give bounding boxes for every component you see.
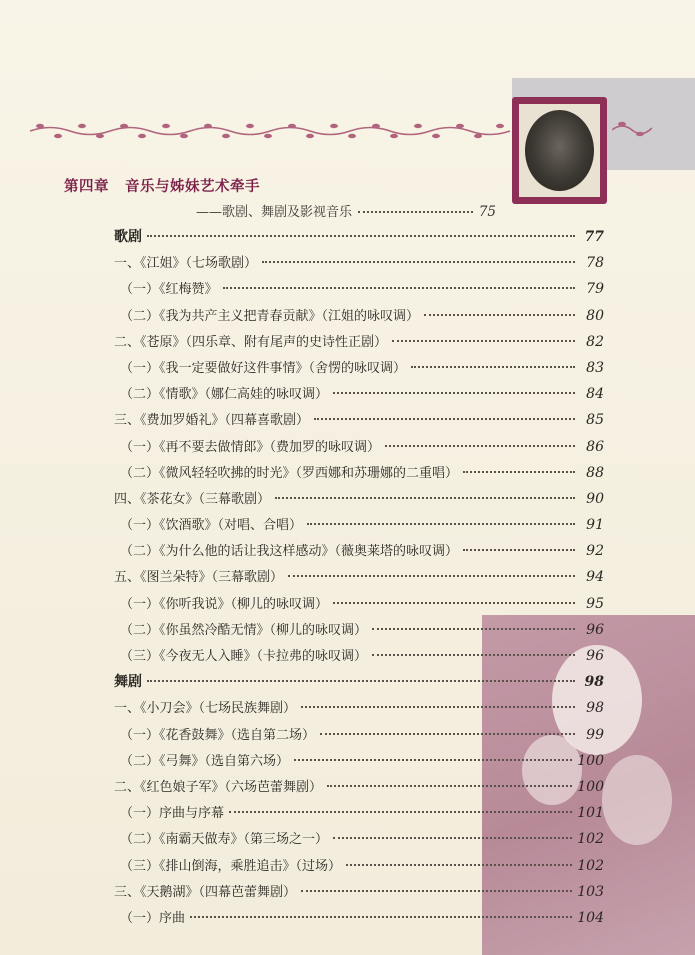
toc-entry-label: （一）序曲与序幕 <box>120 806 225 822</box>
toc-entry-label: 二、《苍原》（四乐章、附有尾声的史诗性正剧） <box>114 334 388 350</box>
toc-entry-page: 100 <box>577 778 604 795</box>
toc-entry-page: 86 <box>586 438 604 455</box>
toc-entry <box>114 462 604 488</box>
dot-leader <box>333 602 575 604</box>
toc-entry <box>114 776 604 802</box>
toc-entry-page: 79 <box>586 281 604 298</box>
toc-entry-label: 五、《图兰朵特》（三幕歌剧） <box>114 570 284 586</box>
toc-entry-label: 三、《费加罗婚礼》（四幕喜歌剧） <box>114 413 310 429</box>
toc-entry <box>114 750 604 776</box>
toc-entry-label: 一、《小刀会》（七场民族舞剧） <box>114 701 297 717</box>
toc-entry-label: （一）《花香鼓舞》（选自第二场） <box>120 727 316 743</box>
toc-entry-label: （三）《排山倒海，乘胜追击》（过场） <box>120 858 342 874</box>
toc-entry-page: 98 <box>584 674 604 691</box>
dot-leader <box>147 235 575 237</box>
dot-leader <box>314 418 575 420</box>
toc-entry-page: 94 <box>586 569 604 586</box>
dot-leader <box>463 549 575 551</box>
chapter-heading <box>64 175 260 196</box>
dot-leader <box>385 445 575 447</box>
toc-entry <box>114 828 604 854</box>
toc-entry-page: 78 <box>586 255 604 272</box>
toc-entry <box>114 488 604 514</box>
toc-entry <box>114 383 604 409</box>
toc-entry-page: 88 <box>586 464 604 481</box>
toc-entry-label: （一）《红梅赞》 <box>120 282 218 298</box>
toc-entry-label: （二）《你虽然冷酷无情》（柳儿的咏叹调） <box>120 622 368 638</box>
toc-entry <box>114 907 604 933</box>
toc-entry <box>114 724 604 750</box>
toc-entry-page: 84 <box>586 386 604 403</box>
toc-entry-label: 三、《天鹅湖》（四幕芭蕾舞剧） <box>114 884 297 900</box>
toc-entry <box>114 697 604 723</box>
toc-entry-label: （二）《情歌》（娜仁高娃的咏叹调） <box>120 387 329 403</box>
chapter-subtitle-row <box>196 201 496 220</box>
toc-entry-label: （一）《再不要去做情郎》（费加罗的咏叹调） <box>120 439 381 455</box>
chapter-number: 第四章 <box>64 178 109 195</box>
toc-entry-label: （二）《南霸天做寿》（第三场之一） <box>120 832 329 848</box>
dot-leader <box>147 680 575 682</box>
toc-entry <box>114 278 604 304</box>
toc-entry-label: （二）《为什么他的话让我这样感动》（薇奥莱塔的咏叹调） <box>120 544 459 560</box>
toc-entry <box>114 671 604 697</box>
dot-leader <box>372 654 575 656</box>
toc-entry <box>114 540 604 566</box>
toc-entry-page: 77 <box>584 229 604 245</box>
toc-entry-page: 101 <box>577 805 604 822</box>
dot-leader <box>372 628 575 630</box>
dot-leader <box>223 287 575 289</box>
toc-entry-label: （二）《微风轻轻吹拂的时光》（罗西娜和苏珊娜的二重唱） <box>120 465 459 481</box>
dot-leader <box>333 392 575 394</box>
dot-leader <box>288 575 575 577</box>
toc-entry <box>114 252 604 278</box>
toc-entry-page: 80 <box>586 307 604 324</box>
toc-entry-page: 83 <box>586 359 604 376</box>
toc-entry-page: 96 <box>586 648 604 664</box>
toc-entry-label: 歌剧 <box>114 229 142 245</box>
dot-leader <box>463 471 575 473</box>
toc-entry <box>114 881 604 907</box>
toc-entry-page: 103 <box>577 883 604 900</box>
toc-entry-page: 82 <box>586 333 604 350</box>
dot-leader <box>190 916 572 918</box>
toc-entry-label: （一）《你听我说》（柳儿的咏叹调） <box>120 596 329 612</box>
toc-entry-label: （一）《饮酒歌》（对唱、合唱） <box>120 518 303 534</box>
dot-leader <box>392 340 575 342</box>
toc-entry <box>114 331 604 357</box>
toc-entry <box>114 409 604 435</box>
toc-entry-label: （三）《今夜无人入睡》（卡拉弗的咏叹调） <box>120 649 368 664</box>
toc-entry <box>114 855 604 881</box>
toc-entry-page: 92 <box>586 543 604 560</box>
toc-entry-page: 90 <box>586 490 604 507</box>
dot-leader <box>411 366 575 368</box>
dot-leader <box>358 211 473 213</box>
toc-entry-page: 85 <box>586 412 604 429</box>
vine-ornament <box>30 120 510 142</box>
toc-entry <box>114 645 604 671</box>
toc-entry <box>114 619 604 645</box>
dot-leader <box>327 785 572 787</box>
chapter-title: 音乐与姊妹艺术牵手 <box>125 178 260 195</box>
dot-leader <box>301 890 572 892</box>
toc-entry-page: 102 <box>577 857 604 874</box>
portrait-photo <box>512 97 607 204</box>
toc-entry-label: （一）《我一定要做好这件事情》（舍愣的咏叹调） <box>120 360 407 376</box>
toc-entry-label: （二）《我为共产主义把青春贡献》（江姐的咏叹调） <box>120 308 420 324</box>
dot-leader <box>346 864 572 866</box>
dot-leader <box>275 497 575 499</box>
toc-entry <box>114 357 604 383</box>
toc-entry <box>114 566 604 592</box>
toc-entry-label: 一、《江姐》（七场歌剧） <box>114 256 258 272</box>
dot-leader <box>333 837 572 839</box>
chapter-subtitle-page: 75 <box>478 204 496 220</box>
toc-entry-page: 99 <box>586 726 604 743</box>
toc-entry <box>114 593 604 619</box>
dot-leader <box>262 261 575 263</box>
toc-entry <box>114 802 604 828</box>
dot-leader <box>294 759 572 761</box>
dot-leader <box>301 706 575 708</box>
toc-entry-page: 102 <box>577 831 604 848</box>
toc-entry-label: 舞剧 <box>114 674 142 691</box>
toc-entry <box>114 514 604 540</box>
toc-entry <box>114 436 604 462</box>
toc-entry-page: 100 <box>577 752 604 769</box>
toc-list <box>114 226 604 933</box>
dot-leader <box>229 811 572 813</box>
toc-entry <box>114 226 604 252</box>
chapter-subtitle: ——歌剧、舞剧及影视音乐 <box>196 205 353 220</box>
toc-entry-page: 91 <box>586 517 604 534</box>
toc-entry-page: 95 <box>586 595 604 612</box>
dot-leader <box>424 314 575 316</box>
toc-entry-page: 96 <box>586 621 604 638</box>
toc-entry-label: （二）《弓舞》（选自第六场） <box>120 753 290 769</box>
dot-leader <box>307 523 575 525</box>
toc-entry <box>114 305 604 331</box>
toc-entry-label: 二、《红色娘子军》（六场芭蕾舞剧） <box>114 779 323 795</box>
vine-ornament-right <box>612 118 652 140</box>
toc-entry-page: 98 <box>586 700 604 717</box>
toc-entry-label: （一）序曲 <box>120 910 186 926</box>
dot-leader <box>320 733 575 735</box>
toc-entry-label: 四、《茶花女》（三幕歌剧） <box>114 491 271 507</box>
toc-entry-page: 104 <box>577 909 604 926</box>
